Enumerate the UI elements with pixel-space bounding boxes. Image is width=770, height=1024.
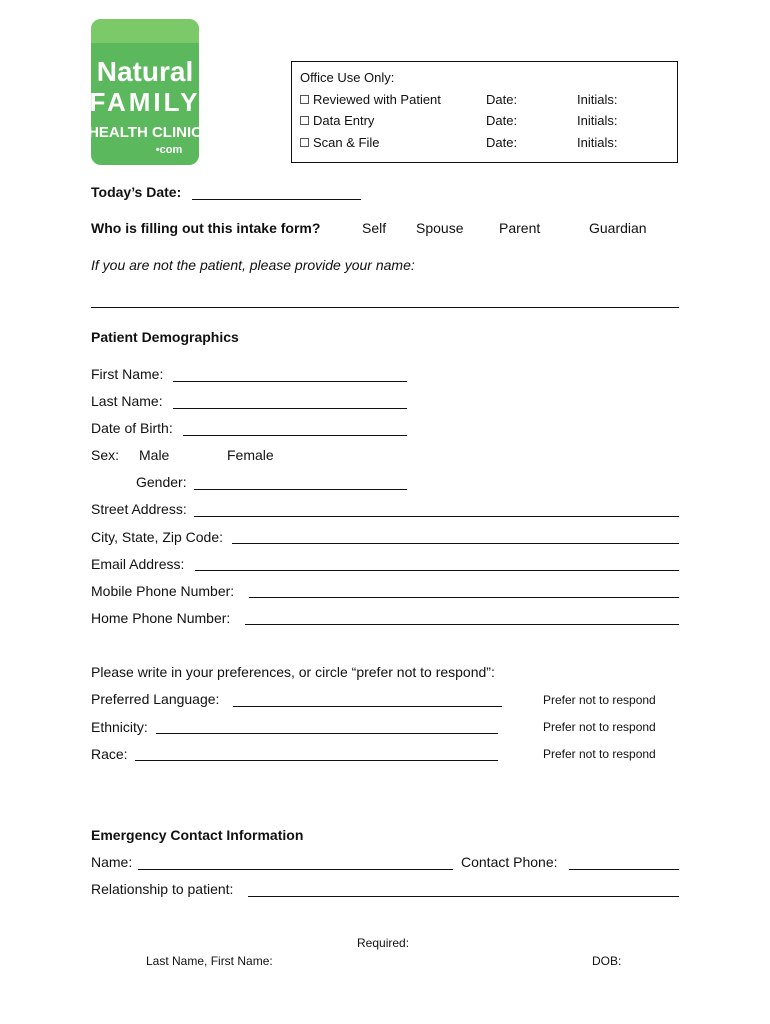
- sex-label: Sex:: [91, 447, 120, 463]
- checkbox[interactable]: [300, 95, 309, 104]
- office-row-date: Date:: [486, 113, 518, 128]
- dob-field[interactable]: [183, 435, 407, 436]
- demographics-heading: Patient Demographics: [91, 329, 239, 345]
- logo-line4: •com: [155, 144, 183, 156]
- office-row: [300, 135, 379, 150]
- sex-option-male[interactable]: Male: [139, 447, 170, 463]
- gender-field[interactable]: [194, 489, 407, 490]
- checkbox[interactable]: [300, 116, 309, 125]
- logo-line1: Natural: [96, 56, 194, 87]
- logo-line3: HEALTH CLINIC: [91, 124, 199, 141]
- clinic-logo: [91, 19, 199, 165]
- option-self[interactable]: Self: [362, 220, 387, 236]
- office-row-initials: Initials:: [577, 92, 618, 107]
- mobile-label: Mobile Phone Number:: [91, 583, 235, 599]
- city-field[interactable]: [232, 543, 679, 544]
- race-field[interactable]: [135, 760, 498, 761]
- todays-date-field[interactable]: [192, 199, 361, 200]
- option-spouse[interactable]: Spouse: [416, 220, 464, 236]
- ethnicity-label: Ethnicity:: [91, 719, 148, 735]
- first-name-label: First Name:: [91, 366, 164, 382]
- relationship-label: Relationship to patient:: [91, 881, 234, 897]
- street-label: Street Address:: [91, 501, 187, 517]
- who-filling-question: Who is filling out this intake form?: [91, 220, 321, 236]
- office-row-label: Scan & File: [313, 135, 380, 150]
- not-patient-prompt: If you are not the patient, please provide your name:: [91, 257, 415, 273]
- race-label: Race:: [91, 746, 128, 762]
- todays-date-label: Today’s Date:: [91, 184, 182, 200]
- email-field[interactable]: [195, 570, 679, 571]
- home-phone-field[interactable]: [245, 624, 679, 625]
- city-label: City, State, Zip Code:: [91, 529, 224, 545]
- sex-option-female[interactable]: Female: [227, 447, 274, 463]
- office-row-label: Reviewed with Patient: [313, 92, 441, 107]
- option-guardian[interactable]: Guardian: [589, 220, 647, 236]
- emergency-phone-label: Contact Phone:: [461, 854, 558, 870]
- preferences-intro: Please write in your preferences, or circle “prefer not to respond”:: [91, 664, 495, 680]
- office-row-date: Date:: [486, 135, 518, 150]
- race-opt-out[interactable]: Prefer not to respond: [543, 747, 656, 761]
- footer-name-label: Last Name, First Name:: [146, 954, 273, 968]
- logo-line2: FAMILY: [91, 87, 199, 117]
- footer-required: Required:: [357, 936, 410, 950]
- office-row: [300, 113, 374, 128]
- office-title: Office Use Only:: [300, 70, 395, 85]
- mobile-field[interactable]: [249, 597, 679, 598]
- office-row-initials: Initials:: [577, 113, 618, 128]
- street-field[interactable]: [194, 516, 679, 517]
- language-opt-out[interactable]: Prefer not to respond: [543, 693, 656, 707]
- emergency-name-field[interactable]: [138, 869, 453, 870]
- filler-name-field[interactable]: [91, 307, 679, 308]
- last-name-label: Last Name:: [91, 393, 163, 409]
- ethnicity-field[interactable]: [156, 733, 498, 734]
- office-row: [300, 92, 441, 107]
- office-row-initials: Initials:: [577, 135, 618, 150]
- language-field[interactable]: [233, 706, 502, 707]
- first-name-field[interactable]: [173, 381, 407, 382]
- emergency-name-label: Name:: [91, 854, 133, 870]
- emergency-heading: Emergency Contact Information: [91, 827, 304, 843]
- relationship-field[interactable]: [248, 896, 679, 897]
- footer-dob-label: DOB:: [592, 954, 622, 968]
- language-label: Preferred Language:: [91, 691, 220, 707]
- home-phone-label: Home Phone Number:: [91, 610, 231, 626]
- office-row-label: Data Entry: [313, 113, 375, 128]
- option-parent[interactable]: Parent: [499, 220, 541, 236]
- checkbox[interactable]: [300, 138, 309, 147]
- office-row-date: Date:: [486, 92, 518, 107]
- office-use-box: [291, 61, 678, 163]
- email-label: Email Address:: [91, 556, 185, 572]
- emergency-phone-field[interactable]: [569, 869, 679, 870]
- dob-label: Date of Birth:: [91, 420, 173, 436]
- last-name-field[interactable]: [173, 408, 407, 409]
- ethnicity-opt-out[interactable]: Prefer not to respond: [543, 720, 656, 734]
- gender-label: Gender:: [136, 474, 187, 490]
